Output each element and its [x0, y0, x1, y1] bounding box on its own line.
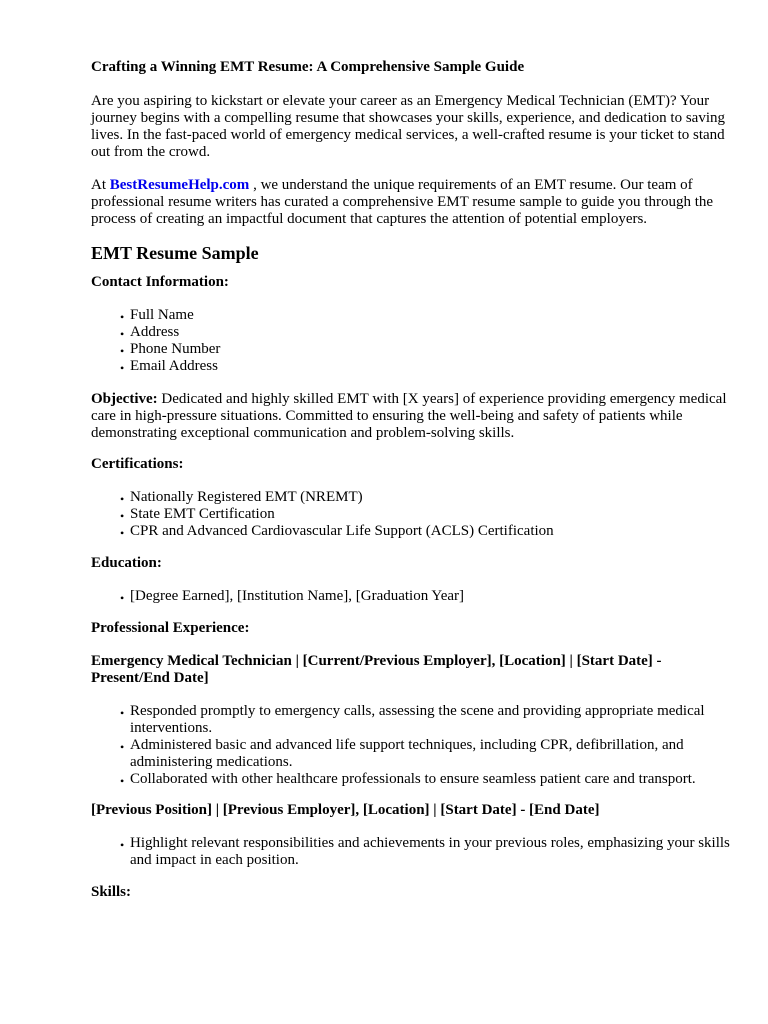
list-item [120, 835, 731, 869]
list-item [120, 307, 731, 324]
bullet-icon: • [120, 774, 125, 788]
bullet-icon: • [120, 591, 125, 605]
list-item-text: [Degree Earned], [Institution Name], [Graduation Year] [130, 588, 465, 604]
intro-paragraph: Are you aspiring to kickstart or elevate your career as an Emergency Medical Technician (EMT)? Your journey begins with a compelling resume that showcases your skills, experience, and dedication to saving lives. In the fast-paced world of emergency medical services, a well-crafted resume is your ticket to stand out from the crowd. [91, 93, 726, 160]
company-paragraph [91, 177, 731, 228]
education-list [91, 588, 731, 605]
document-page [91, 57, 731, 901]
certifications-label: Certifications: [91, 456, 184, 472]
list-item [120, 737, 731, 771]
bullet-icon: • [120, 838, 125, 852]
job-title-previous-position: [Previous Position] | [Previous Employer], [Location] | [Start Date] - [End Date] [91, 802, 600, 818]
bullet-icon: • [120, 509, 125, 523]
list-item-text: Address [130, 324, 180, 340]
skills-label: Skills: [91, 884, 132, 900]
education-label: Education: [91, 555, 162, 571]
list-item-text: State EMT Certification [130, 506, 275, 522]
bestresumehelp-link[interactable]: BestResumeHelp.com [109, 177, 250, 193]
list-item [120, 771, 731, 788]
bullet-icon: • [120, 344, 125, 358]
contact-information-label: Contact Information: [91, 274, 229, 290]
job-title-emt: Emergency Medical Technician | [Current/Previous Employer], [Location] | [Start Date] - Present/End Date] [91, 653, 662, 686]
bullet-icon: • [120, 310, 125, 324]
bullet-icon: • [120, 526, 125, 540]
company-paragraph-prefix: At [91, 177, 110, 193]
list-item [120, 703, 731, 737]
contact-information-list [91, 307, 731, 375]
list-item [120, 324, 731, 341]
list-item [120, 506, 731, 523]
objective-text: Dedicated and highly skilled EMT with [X years] of experience providing emergency medical care in high-pressure situations. Committed to ensuring the well-being and safety of patients while demonstrating exceptional communication and problem-solving skills. [91, 391, 727, 441]
list-item-text: Collaborated with other healthcare professionals to ensure seamless patient care and transport. [130, 771, 696, 787]
bullet-icon: • [120, 706, 125, 720]
professional-experience-label: Professional Experience: [91, 620, 250, 636]
job-emt-duties-list [91, 703, 731, 788]
objective-label: Objective: [91, 391, 158, 407]
list-item [120, 358, 731, 375]
list-item-text: Highlight relevant responsibilities and achievements in your previous roles, emphasizing your skills and impact in each position. [130, 835, 730, 868]
bullet-icon: • [120, 740, 125, 754]
list-item-text: Full Name [130, 307, 194, 323]
list-item [120, 588, 731, 605]
bullet-icon: • [120, 361, 125, 375]
list-item-text: Email Address [130, 358, 218, 374]
list-item [120, 489, 731, 506]
list-item-text: Phone Number [130, 341, 221, 357]
job-previous-duties-list [91, 835, 731, 869]
bullet-icon: • [120, 492, 125, 506]
company-paragraph-text: , we understand the unique requirements of an EMT resume. Our team of professional resume writers has curated a comprehensive EMT resume sample to guide you through the process of creating an impactful document that captures the attention of potential employers. [91, 177, 714, 227]
list-item-text: CPR and Advanced Cardiovascular Life Support (ACLS) Certification [130, 523, 554, 539]
list-item [120, 523, 731, 540]
section-title-emt-resume-sample: EMT Resume Sample [91, 243, 259, 263]
list-item-text: Responded promptly to emergency calls, assessing the scene and providing appropriate medical interventions. [130, 703, 705, 736]
list-item-text: Administered basic and advanced life support techniques, including CPR, defibrillation, and administering medications. [130, 737, 684, 770]
list-item [120, 341, 731, 358]
bullet-icon: • [120, 327, 125, 341]
list-item-text: Nationally Registered EMT (NREMT) [130, 489, 363, 505]
document-title: Crafting a Winning EMT Resume: A Comprehensive Sample Guide [91, 59, 525, 75]
certifications-list [91, 489, 731, 540]
objective-paragraph [91, 391, 731, 442]
